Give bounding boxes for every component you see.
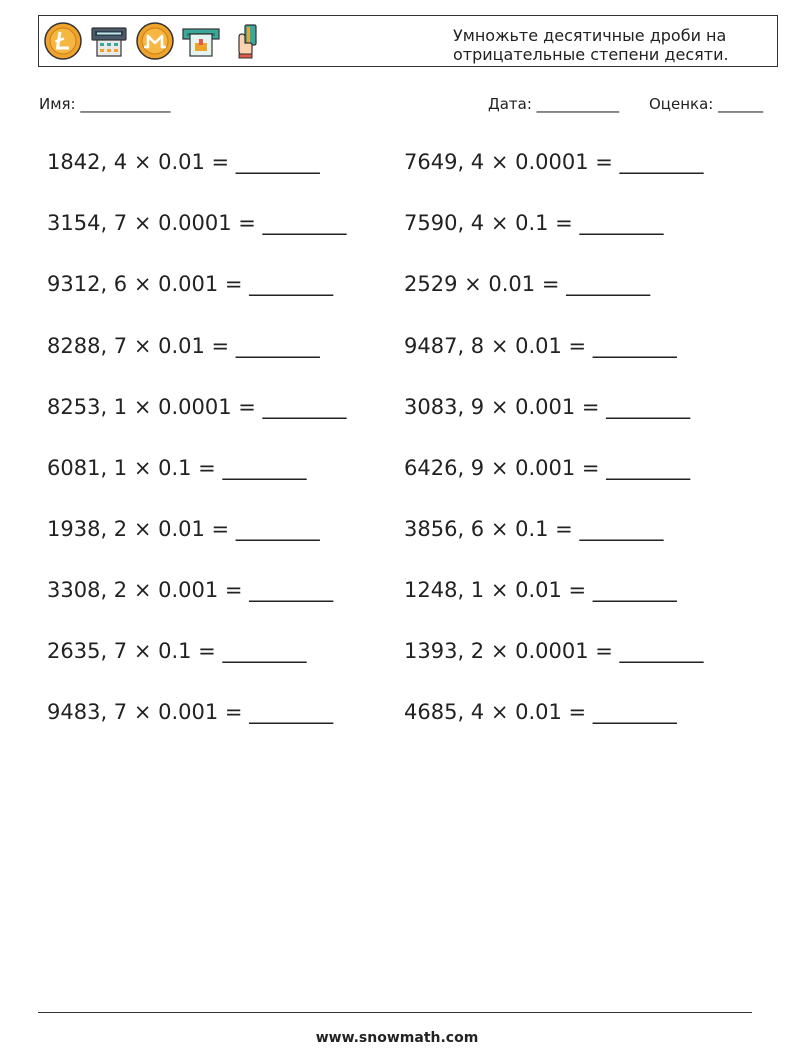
- problem-left-10[interactable]: 9483, 7 × 0.001 = ________: [47, 700, 334, 724]
- problem-right-10[interactable]: 4685, 4 × 0.01 = ________: [404, 700, 677, 724]
- problem-right-4[interactable]: 9487, 8 × 0.01 = ________: [404, 334, 677, 358]
- atm-card-slot-icon: [181, 21, 221, 61]
- litecoin-coin-icon: [43, 21, 83, 61]
- problem-left-9[interactable]: 2635, 7 × 0.1 = ________: [47, 639, 307, 663]
- problem-right-1[interactable]: 7649, 4 × 0.0001 = ________: [404, 150, 704, 174]
- footer-url[interactable]: www.snowmath.com: [315, 1030, 479, 1046]
- problem-right-8[interactable]: 1248, 1 × 0.01 = ________: [404, 578, 677, 602]
- problem-right-6[interactable]: 6426, 9 × 0.001 = ________: [404, 456, 691, 480]
- name-field[interactable]: Имя: ____________: [39, 95, 171, 113]
- problem-left-6[interactable]: 6081, 1 × 0.1 = ________: [47, 456, 307, 480]
- title-line-1: Умножьте десятичные дроби на: [453, 26, 727, 45]
- problem-left-3[interactable]: 9312, 6 × 0.001 = ________: [47, 272, 334, 296]
- problem-left-7[interactable]: 1938, 2 × 0.01 = ________: [47, 517, 320, 541]
- problem-right-9[interactable]: 1393, 2 × 0.0001 = ________: [404, 639, 704, 663]
- footer-divider: [38, 1012, 752, 1013]
- problem-right-3[interactable]: 2529 × 0.01 = ________: [404, 272, 651, 296]
- cash-register-icon: [89, 21, 129, 61]
- monero-coin-icon: [135, 21, 175, 61]
- problem-left-2[interactable]: 3154, 7 × 0.0001 = ________: [47, 211, 347, 235]
- problem-left-1[interactable]: 1842, 4 × 0.01 = ________: [47, 150, 320, 174]
- header-icons: [43, 21, 267, 61]
- hand-holding-card-icon: [227, 21, 267, 61]
- problem-left-8[interactable]: 3308, 2 × 0.001 = ________: [47, 578, 334, 602]
- problem-left-5[interactable]: 8253, 1 × 0.0001 = ________: [47, 395, 347, 419]
- problem-right-7[interactable]: 3856, 6 × 0.1 = ________: [404, 517, 664, 541]
- title-line-2: отрицательные степени десяти.: [453, 45, 729, 64]
- problem-right-2[interactable]: 7590, 4 × 0.1 = ________: [404, 211, 664, 235]
- problem-left-4[interactable]: 8288, 7 × 0.01 = ________: [47, 334, 320, 358]
- worksheet-title: [453, 26, 773, 64]
- date-field[interactable]: Дата: ___________: [488, 95, 620, 113]
- grade-field[interactable]: Оценка: ______: [649, 95, 764, 113]
- problem-right-5[interactable]: 3083, 9 × 0.001 = ________: [404, 395, 691, 419]
- worksheet-header: [38, 15, 778, 67]
